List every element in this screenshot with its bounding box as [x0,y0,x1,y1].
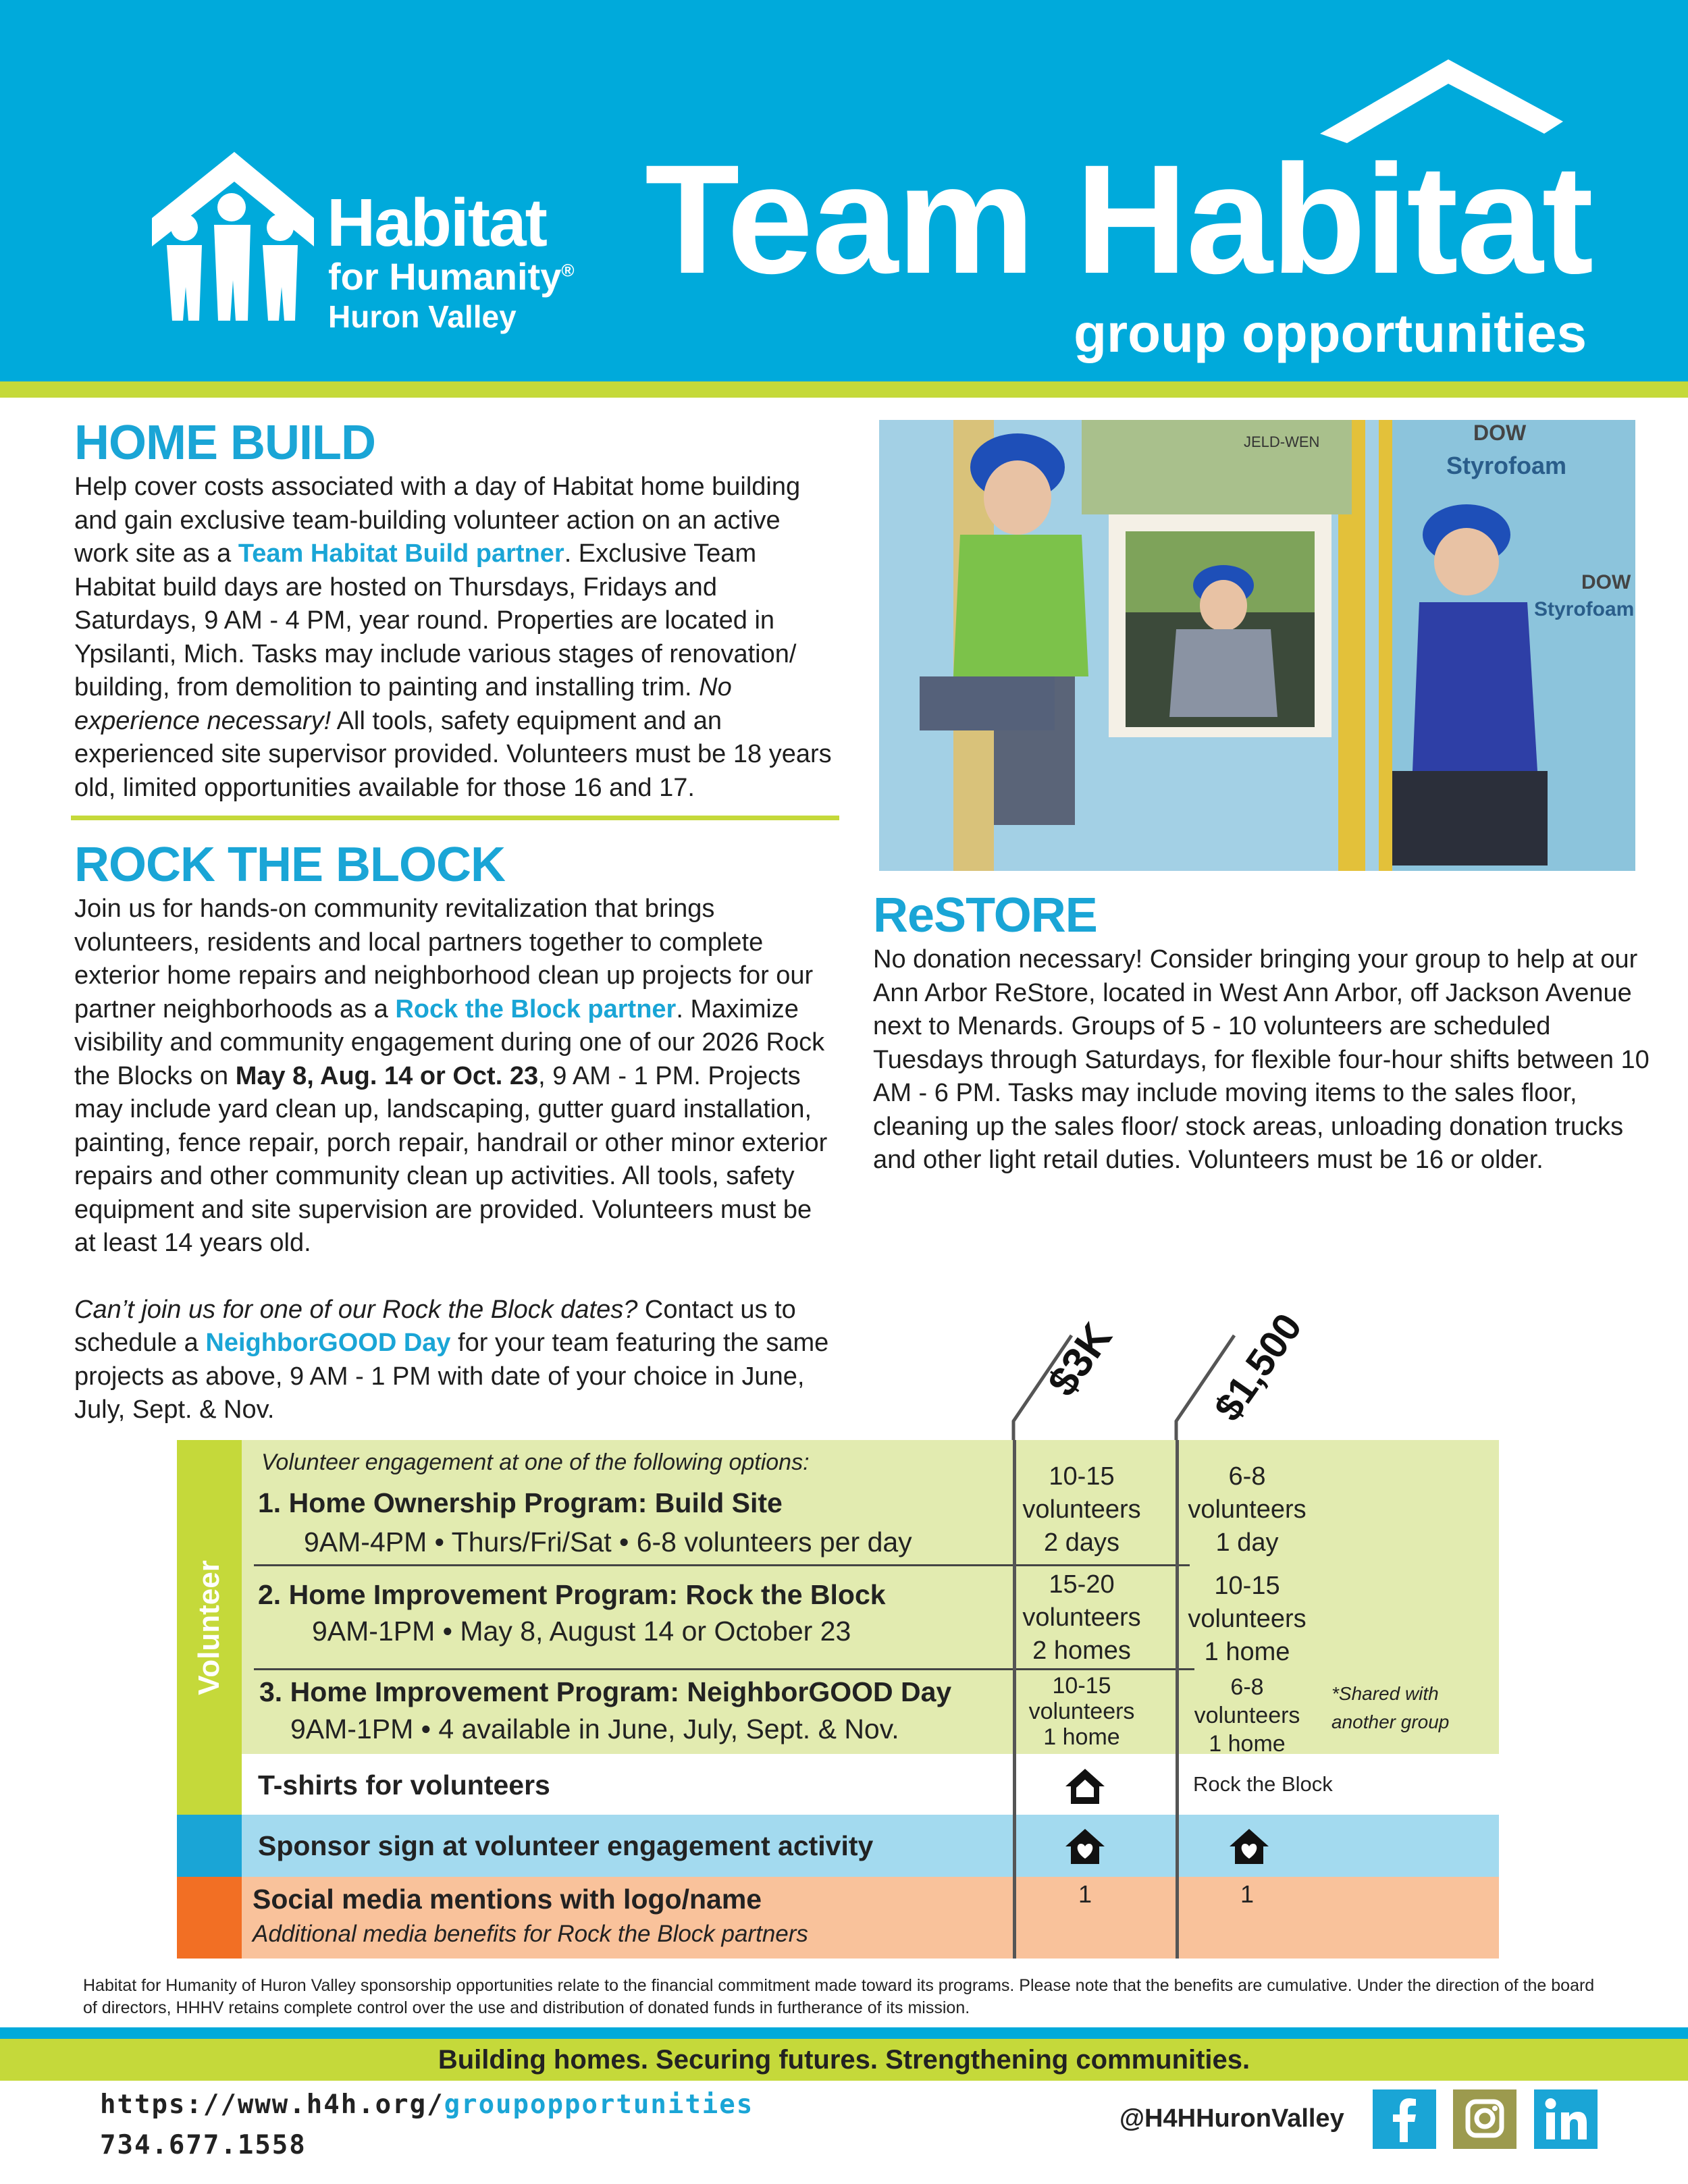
option-3-tier2: 6-8 volunteers 1 home [1194,1674,1300,1757]
linkedin-icon[interactable] [1534,2089,1598,2149]
tier-divider [1176,1440,1179,1959]
instagram-icon[interactable] [1453,2089,1516,2149]
team-habitat-build-link[interactable]: Team Habitat Build partner [238,539,564,568]
volunteer-intro: Volunteer engagement at one of the following options: [261,1449,810,1475]
tier-3k-label: $3K [1038,1314,1122,1405]
option-2-time: 9AM-1PM • May 8, August 14 or October 23 [312,1616,851,1647]
social-media-label: Social media mentions with logo/name [253,1884,762,1915]
header-banner [0,0,1688,381]
home-build-section [74,415,837,805]
volunteers-photo [879,420,1635,871]
home-build-text: Help cover costs associated with a day of Habitat home building and gain exclusive team-building volunteer action on an active work site as a Team Habitat Build partner. Exclusive Team Habitat build days are hosted on Thursdays, Fridays and Saturdays, 9 AM - 4 PM, year round. Properties are located in Ypsilanti, Mich. Tasks may include various stages of renovation/ building, from demolition to painting and installing trim. No experience necessary! All tools, safety equipment and an experienced site supervisor provided. Volunteers must be 18 years old, limited opportunities available for those 16 and 17. [74,473,832,802]
social-tier2: 1 [1240,1880,1255,1908]
rock-the-block-partner-link[interactable]: Rock the Block partner [395,994,677,1023]
social-tier1: 1 [1078,1880,1092,1908]
option-1-time: 9AM-4PM • Thurs/Fri/Sat • 6-8 volunteers per day [304,1526,912,1557]
sign-side-bar [177,1815,242,1877]
option-3-title: 3. Home Improvement Program: NeighborGOOD Day [259,1676,952,1707]
logo-region: Huron Valley [328,299,517,334]
sponsor-sign-label: Sponsor sign at volunteer engagement activity [258,1830,874,1861]
tshirts-label: T-shirts for volunteers [258,1769,550,1801]
option-separator [254,1564,1190,1566]
social-side-bar [177,1877,242,1959]
option-3-tier1: 10-15 volunteers 1 home [1028,1673,1135,1750]
disclaimer: Habitat for Humanity of Huron Valley sponsorship opportunities relate to the financial commitment made toward its programs. Please note that the benefits are cumulative. Under the direction of the board of directors, HHHV retains complete control over the use and distribution of donated funds in furtherance of its mission. [83,1976,1595,2017]
section-divider [71,816,839,820]
header-divider [0,381,1688,398]
option-2-tier1: 15-20 volunteers 2 homes [1022,1570,1141,1665]
option-2-tier2: 10-15 volunteers 1 home [1188,1572,1307,1666]
option-2-title: 2. Home Improvement Program: Rock the Block [258,1579,886,1610]
neighborgood-text: Can’t join us for one of our Rock the Block dates? Contact us to schedule a NeighborGOOD Day for your team featuring the same projects as above, 9 AM - 1 PM with date of your choice in June, July, Sept. & Nov. [74,1295,829,1424]
restore-text: No donation necessary! Consider bringing your group to help at our Ann Arbor ReStore, located in West Ann Arbor, off Jackson Avenue next to Menards. Groups of 5 - 10 volunteers are scheduled Tuesdays through Saturdays, for flexible four-hour shifts between 10 AM - 6 PM. Tasks may include moving items to the sales floor, cleaning up the sales floor/ stock areas, unloading donation trucks and other light retail duties. Volunteers must be 16 or older. [873,945,1650,1174]
footer-bar-blue [0,2027,1688,2039]
phone-number[interactable]: 734.677.1558 [100,2130,307,2160]
slogan: Building homes. Securing futures. Strengthening communities. [438,2045,1250,2075]
logo-name-line2: for Humanity® [328,255,575,298]
benefits-table [177,1440,1500,1959]
rock-the-block-text: Join us for hands-on community revitalization that brings volunteers, residents and local partners together to complete exterior home repairs and neighborhood clean up projects for our partner neighborhoods as a Rock the Block partner. Maximize visibility and community engagement during one of our 2026 Rock the Blocks on May 8, Aug. 14 or Oct. 23, 9 AM - 1 PM. Projects may include yard clean up, landscaping, gutter guard installation, painting, fence repair, porch repair, handrail or other minor exterior repairs and other community clean up activities. All tools, safety equipment and site supervision are provided. Volunteers must be at least 14 years old. [74,895,828,1257]
option-1-title: 1. Home Ownership Program: Build Site [258,1487,783,1518]
tier-1500-label: $1,500 [1205,1305,1311,1429]
restore-section [873,888,1650,1177]
volunteer-side-label: Volunteer [192,1560,226,1695]
svg-text:DOW: DOW [1581,571,1631,593]
page-title: Team Habitat [645,132,1593,306]
house-check-icon [1063,1766,1107,1807]
svg-text:Styrofoam: Styrofoam [1446,452,1567,479]
option-3-time: 9AM-1PM • 4 available in June, July, Sept. & Nov. [290,1713,899,1744]
rock-the-block-section [74,837,837,1427]
habitat-logo-icon [152,152,314,321]
tier-divider [1013,1440,1016,1959]
tshirts-tier2: Rock the Block [1193,1772,1333,1796]
logo-name: Habitat [327,185,546,261]
svg-text:DOW: DOW [1473,421,1527,445]
neighborgood-day-link[interactable]: NeighborGOOD Day [205,1329,451,1357]
svg-text:Styrofoam: Styrofoam [1534,598,1635,620]
house-heart-icon [1227,1826,1271,1867]
restore-heading: ReSTORE [873,888,1097,942]
page-subtitle: group opportunities [1074,303,1587,363]
rock-the-block-heading: ROCK THE BLOCK [74,838,505,892]
shared-note: *Shared with another group [1331,1683,1450,1732]
photo-sign: JELD-WEN [1244,433,1320,450]
option-1-tier2: 6-8 volunteers 1 day [1188,1462,1307,1557]
social-media-sublabel: Additional media benefits for Rock the Block partners [253,1921,808,1947]
website-link[interactable]: https://www.h4h.org/groupopportunities [100,2089,754,2120]
house-heart-icon [1063,1826,1107,1867]
option-separator [254,1668,1194,1670]
facebook-icon[interactable] [1373,2089,1436,2149]
home-build-heading: HOME BUILD [74,416,375,470]
option-1-tier1: 10-15 volunteers 2 days [1022,1462,1141,1557]
social-handle: @H4HHuronValley [1119,2104,1344,2133]
